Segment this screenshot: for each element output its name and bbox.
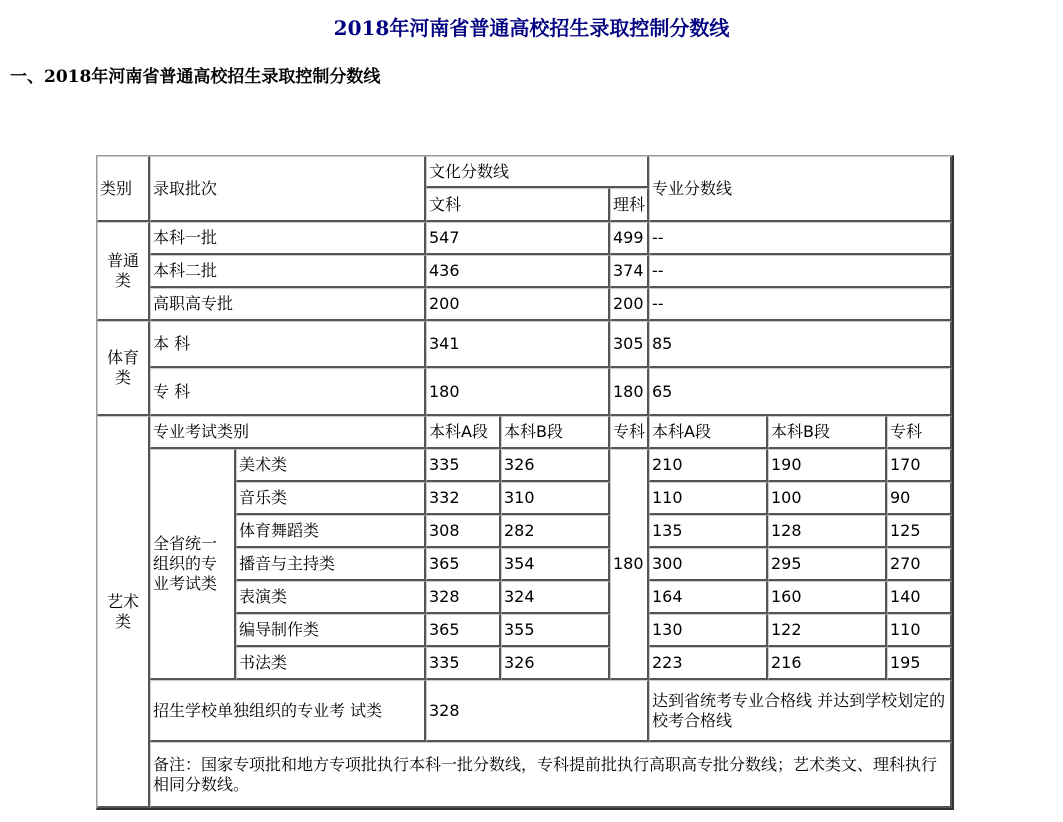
art-school-major: 达到省统考专业合格线 并达到学校划定的校考合格线 <box>649 680 952 742</box>
art-row-major-zk: 195 <box>887 647 952 680</box>
art-row-a: 335 <box>426 449 501 482</box>
art-row-major-a: 130 <box>649 614 768 647</box>
art-school-label: 招生学校单独组织的专业考 试类 <box>150 680 426 742</box>
score-table <box>96 155 954 810</box>
general-liberal-2: 436 <box>426 255 610 288</box>
header-major: 专业分数线 <box>649 156 952 222</box>
sports-science-2: 180 <box>610 368 649 416</box>
art-row-b: 324 <box>501 581 610 614</box>
art-row-major-a: 210 <box>649 449 768 482</box>
art-row-major-a: 110 <box>649 482 768 515</box>
art-row-b: 310 <box>501 482 610 515</box>
art-row-a: 328 <box>426 581 501 614</box>
sports-science-1: 305 <box>610 321 649 368</box>
art-row-major-zk: 170 <box>887 449 952 482</box>
art-row-name: 音乐类 <box>236 482 426 515</box>
art-row-major-b: 128 <box>768 515 887 548</box>
art-row-name: 体育舞蹈类 <box>236 515 426 548</box>
art-header-b: 本科B段 <box>501 416 610 449</box>
art-row-major-b: 190 <box>768 449 887 482</box>
art-row-major-a: 300 <box>649 548 768 581</box>
sports-liberal-2: 180 <box>426 368 610 416</box>
art-header-a: 本科A段 <box>426 416 501 449</box>
art-row-major-b: 100 <box>768 482 887 515</box>
art-header-major-zk: 专科 <box>887 416 952 449</box>
sports-batch-1: 本 科 <box>150 321 426 368</box>
note: 备注：国家专项批和地方专项批执行本科一批分数线，专科提前批执行高职高专批分数线；艺术类文、理科执行相同分数线。 <box>150 742 952 808</box>
art-row-major-zk: 140 <box>887 581 952 614</box>
header-science: 理科 <box>610 188 649 222</box>
general-liberal-1: 547 <box>426 222 610 255</box>
general-batch-1: 本科一批 <box>150 222 426 255</box>
header-category: 类别 <box>97 156 150 222</box>
sports-liberal-1: 341 <box>426 321 610 368</box>
category-sports: 体育类 <box>97 321 150 416</box>
header-culture: 文化分数线 <box>426 156 649 188</box>
sports-major-1: 85 <box>649 321 952 368</box>
art-row-major-a: 223 <box>649 647 768 680</box>
art-row-a: 335 <box>426 647 501 680</box>
category-general: 普通类 <box>97 222 150 321</box>
art-specialty-zk: 180 <box>610 449 649 680</box>
general-batch-3: 高职高专批 <box>150 288 426 321</box>
art-row-major-b: 216 <box>768 647 887 680</box>
art-row-major-zk: 125 <box>887 515 952 548</box>
art-row-b: 326 <box>501 647 610 680</box>
art-row-b: 282 <box>501 515 610 548</box>
art-row-b: 326 <box>501 449 610 482</box>
header-liberal: 文科 <box>426 188 610 222</box>
art-row-name: 书法类 <box>236 647 426 680</box>
general-major-1: -- <box>649 222 952 255</box>
art-row-name: 编导制作类 <box>236 614 426 647</box>
art-header-zk: 专科 <box>610 416 649 449</box>
art-header-exam-type: 专业考试类别 <box>150 416 426 449</box>
art-row-major-zk: 110 <box>887 614 952 647</box>
art-row-major-zk: 90 <box>887 482 952 515</box>
art-row-a: 308 <box>426 515 501 548</box>
art-row-major-b: 160 <box>768 581 887 614</box>
general-science-3: 200 <box>610 288 649 321</box>
art-header-major-a: 本科A段 <box>649 416 768 449</box>
general-science-2: 374 <box>610 255 649 288</box>
section-heading: 一、2018年河南省普通高校招生录取控制分数线 <box>10 67 381 87</box>
art-row-major-a: 135 <box>649 515 768 548</box>
art-row-a: 332 <box>426 482 501 515</box>
art-row-a: 365 <box>426 614 501 647</box>
art-row-name: 美术类 <box>236 449 426 482</box>
header-batch: 录取批次 <box>150 156 426 222</box>
art-row-b: 354 <box>501 548 610 581</box>
general-liberal-3: 200 <box>426 288 610 321</box>
art-unified-label: 全省统一组织的专业考试类 <box>150 449 236 680</box>
general-batch-2: 本科二批 <box>150 255 426 288</box>
general-science-1: 499 <box>610 222 649 255</box>
art-row-major-b: 122 <box>768 614 887 647</box>
page-title: 2018年河南省普通高校招生录取控制分数线 <box>333 16 730 40</box>
art-row-major-zk: 270 <box>887 548 952 581</box>
art-row-a: 365 <box>426 548 501 581</box>
sports-major-2: 65 <box>649 368 952 416</box>
art-row-name: 表演类 <box>236 581 426 614</box>
category-art: 艺术类 <box>97 416 150 808</box>
art-row-name: 播音与主持类 <box>236 548 426 581</box>
art-school-culture: 328 <box>426 680 649 742</box>
general-major-2: -- <box>649 255 952 288</box>
art-row-major-b: 295 <box>768 548 887 581</box>
art-row-major-a: 164 <box>649 581 768 614</box>
sports-batch-2: 专 科 <box>150 368 426 416</box>
art-row-b: 355 <box>501 614 610 647</box>
general-major-3: -- <box>649 288 952 321</box>
art-header-major-b: 本科B段 <box>768 416 887 449</box>
